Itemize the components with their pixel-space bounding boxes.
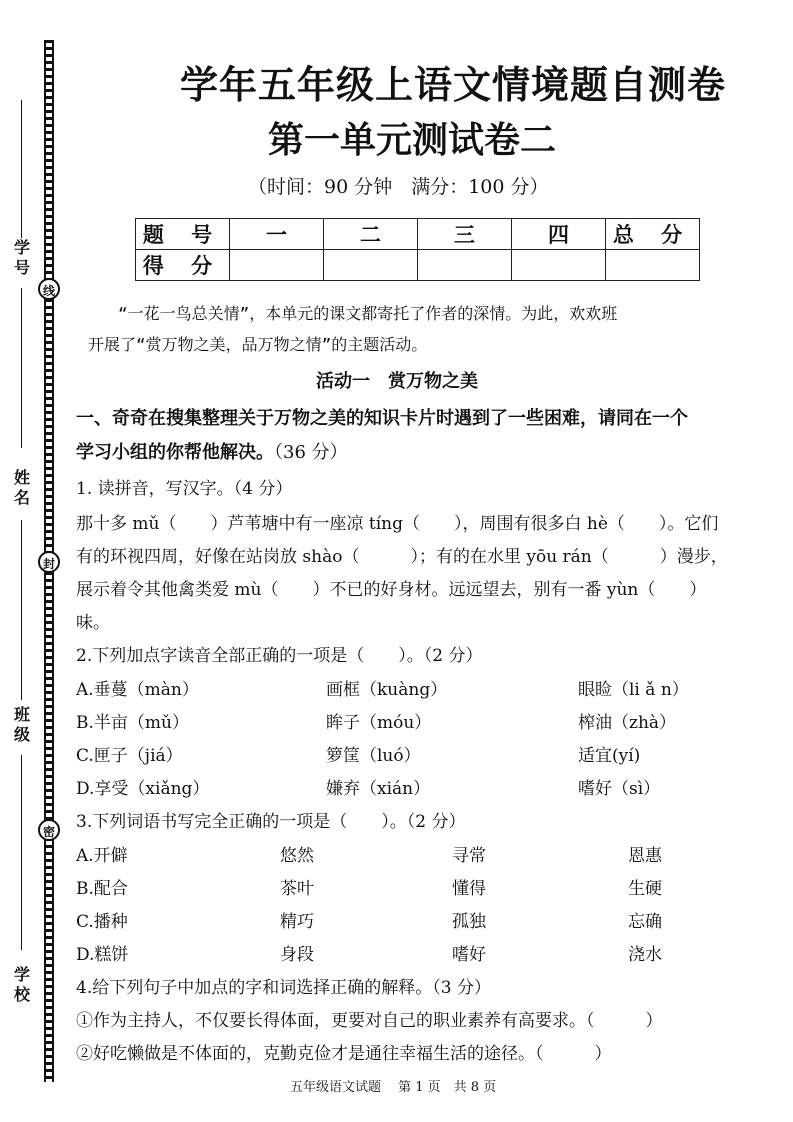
option-cell: 画框（kuàng） xyxy=(326,680,448,700)
question-line: 展示着令其他禽类爱 mù（ ）不已的好身材。远远望去，别有一番 yùn（ ） xyxy=(76,580,707,600)
question-title: 3.下列词语书写完全正确的一项是（ ）。（2 分） xyxy=(76,812,466,832)
option-cell: 悠然 xyxy=(280,846,314,866)
option-cell: A.垂蔓（màn） xyxy=(76,680,199,700)
option-cell: 嗜好（sì） xyxy=(578,779,661,799)
intro-line: 开展了“赏万物之美，品万物之情”的主题活动。 xyxy=(88,335,428,354)
seal-mi: 密 xyxy=(38,819,60,841)
binding-line xyxy=(21,100,22,238)
score-cell: 题 号 xyxy=(136,219,230,250)
question-title: 1. 读拼音，写汉字。（4 分） xyxy=(76,479,293,499)
option-cell: 生硬 xyxy=(628,879,662,899)
option-cell: 懂得 xyxy=(452,879,486,899)
score-table-row xyxy=(136,250,700,281)
option-cell: 身段 xyxy=(280,945,314,965)
section-heading-line2 xyxy=(76,438,348,464)
page-footer: 五年级语文试题 第 1 页 共 8 页 xyxy=(290,1080,497,1095)
score-cell: 四 xyxy=(512,219,606,250)
option-cell: 恩惠 xyxy=(628,846,662,866)
option-cell: 嗜好 xyxy=(452,945,486,965)
score-input-cell[interactable] xyxy=(606,250,700,281)
score-cell: 二 xyxy=(324,219,418,250)
seal-feng: 封 xyxy=(38,551,60,573)
binding-line xyxy=(21,288,22,448)
option-cell: 寻常 xyxy=(452,846,486,866)
score-cell: 一 xyxy=(230,219,324,250)
option-cell: 浇水 xyxy=(628,945,662,965)
option-cell: B.配合 xyxy=(76,879,128,899)
time-info: （时间：90 分钟 满分：100 分） xyxy=(248,176,549,198)
option-cell: 眸子（móu） xyxy=(326,713,432,733)
score-input-cell[interactable] xyxy=(230,250,324,281)
binding-line xyxy=(21,520,22,700)
activity-title: 活动一 赏万物之美 xyxy=(316,371,478,392)
question-line: ②好吃懒做是不体面的，克勤克俭才是通往幸福生活的途径。（ ） xyxy=(76,1044,612,1064)
question-line: 味。 xyxy=(76,613,110,633)
section-heading-bold: 学习小组的你帮他解决。 xyxy=(76,442,274,463)
option-cell: 精巧 xyxy=(280,912,314,932)
score-cell: 三 xyxy=(418,219,512,250)
option-cell: 榨油（zhà） xyxy=(578,713,677,733)
score-table-row xyxy=(136,219,700,250)
section-score: （36 分） xyxy=(274,442,348,463)
question-line: ①作为主持人，不仅要长得体面，更要对自己的职业素养有高要求。（ ） xyxy=(76,1011,663,1031)
option-cell: D.糕饼 xyxy=(76,945,129,965)
option-cell: A.开僻 xyxy=(76,846,128,866)
option-cell: 眼睑（li ǎ n） xyxy=(578,680,689,700)
option-cell: B.半亩（mǔ） xyxy=(76,713,189,733)
binding-label-class: 班级 xyxy=(13,705,30,744)
score-cell: 总 分 xyxy=(606,219,700,250)
binding-label-school: 学校 xyxy=(13,965,30,1004)
option-cell: 茶叶 xyxy=(280,879,314,899)
seal-xian: 线 xyxy=(38,278,60,300)
binding-label-student-id: 学号 xyxy=(13,238,30,277)
binding-label-name: 姓名 xyxy=(13,468,30,507)
score-input-cell[interactable] xyxy=(324,250,418,281)
option-cell: 箩筐（luó） xyxy=(326,746,421,766)
intro-line: “一花一鸟总关情”，本单元的课文都寄托了作者的深情。为此，欢欢班 xyxy=(118,304,618,323)
page-title: 学年五年级上语文情境题自测卷 xyxy=(180,63,727,107)
question-line: 那十多 mǔ（ ）芦苇塘中有一座凉 tíng（ ），周围有很多白 hè（ ）。它们 xyxy=(76,514,719,534)
binding-line xyxy=(21,755,22,950)
score-table xyxy=(135,218,700,281)
question-line: 有的环视四周，好像在站岗放 shào（ ）；有的在水里 yōu rán（ ）漫步， xyxy=(76,547,728,567)
page-subtitle: 第一单元测试卷二 xyxy=(268,120,557,161)
option-cell: D.享受（xiǎng） xyxy=(76,779,210,799)
question-title: 4.给下列句子中加点的字和词选择正确的解释。（3 分） xyxy=(76,978,491,998)
option-cell: C.匣子（jiá） xyxy=(76,746,183,766)
option-cell: 适宜(yí) xyxy=(578,746,641,766)
section-heading: 一、奇奇在搜集整理关于万物之美的知识卡片时遇到了一些困难，请同在一个 xyxy=(76,408,688,429)
question-title: 2.下列加点字读音全部正确的一项是（ ）。（2 分） xyxy=(76,646,483,666)
option-cell: 嫌弃（xián） xyxy=(326,779,431,799)
option-cell: 孤独 xyxy=(452,912,486,932)
score-input-cell[interactable] xyxy=(418,250,512,281)
score-input-cell[interactable] xyxy=(512,250,606,281)
option-cell: C.播种 xyxy=(76,912,128,932)
score-cell: 得 分 xyxy=(136,250,230,281)
option-cell: 忘确 xyxy=(628,912,662,932)
